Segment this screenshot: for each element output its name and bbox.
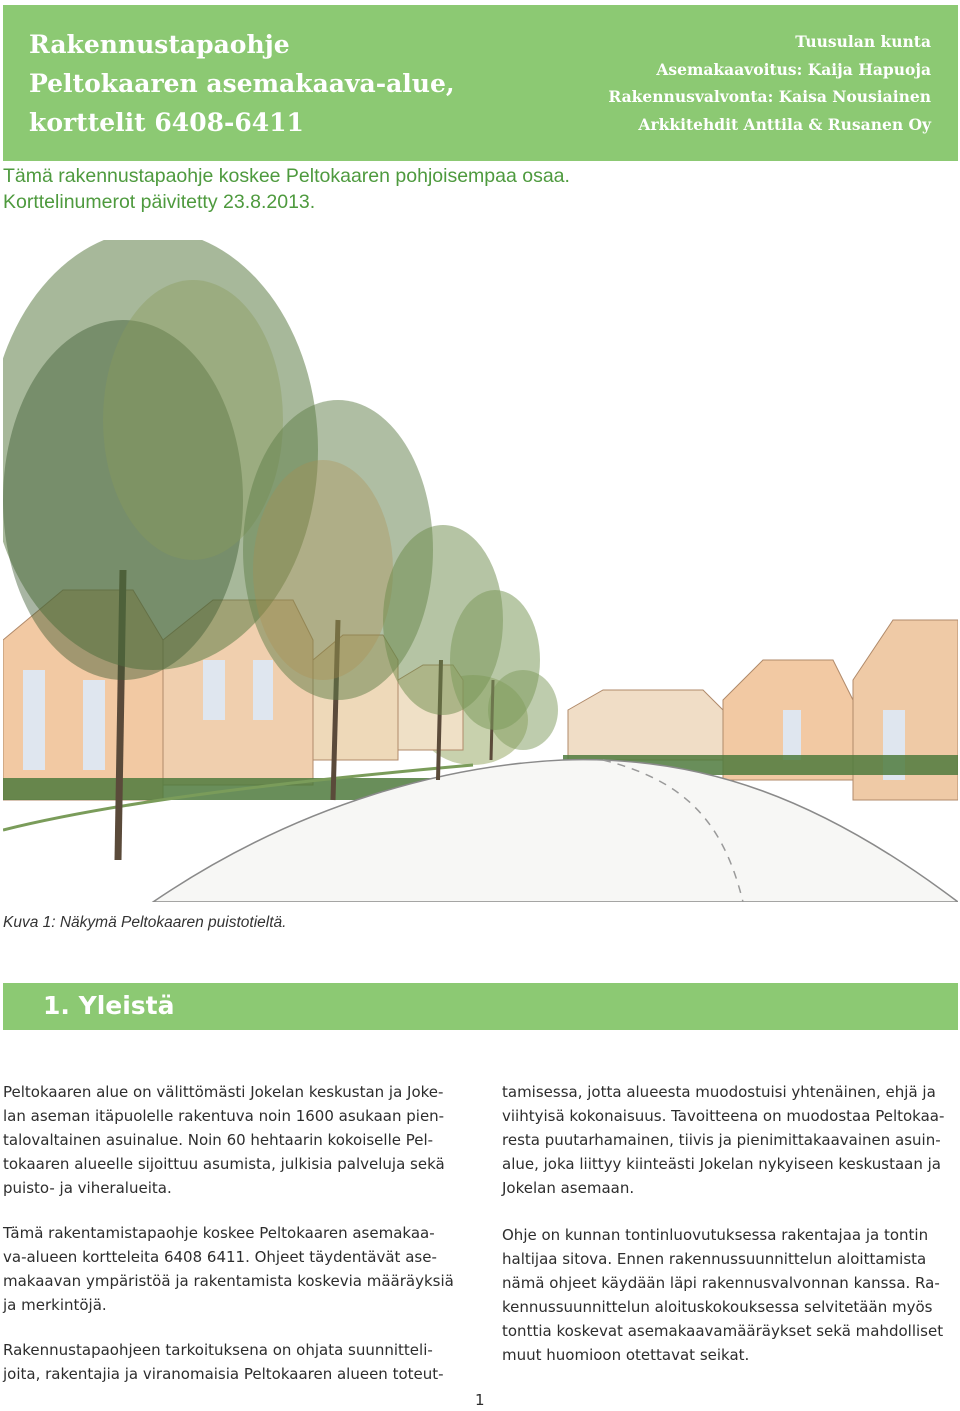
figure-caption: Kuva 1: Näkymä Peltokaaren puistotieltä. bbox=[3, 914, 287, 931]
text-line: makaavan ympäristöä ja rakentamista koskevia määräyksiä bbox=[3, 1272, 454, 1290]
paragraph bbox=[3, 1338, 465, 1386]
page-number: 1 bbox=[475, 1391, 485, 1409]
text-line: nämä ohjeet käydään läpi rakennusvalvonnan kanssa. Ra- bbox=[502, 1274, 940, 1292]
paragraph bbox=[502, 1080, 960, 1200]
text-line: tokaaren alueelle sijoittuu asumista, julkisia palveluja sekä bbox=[3, 1155, 445, 1173]
document-title bbox=[29, 25, 455, 142]
text-line: Peltokaaren alue on välittömästi Jokelan keskustan ja Joke- bbox=[3, 1083, 444, 1101]
credit-line: Rakennusvalvonta: Kaisa Nousiainen bbox=[608, 87, 931, 106]
text-line: Jokelan asemaan. bbox=[502, 1179, 635, 1197]
text-line: Tämä rakentamistapaohje koskee Peltokaaren asemakaa- bbox=[3, 1224, 435, 1242]
section-header bbox=[3, 983, 958, 1030]
credit-line: Tuusulan kunta bbox=[795, 32, 931, 51]
paragraph bbox=[3, 1221, 465, 1317]
street-view-illustration bbox=[3, 240, 958, 902]
text-line: Ohje on kunnan tontinluovutuksessa rakentajaa ja tontin bbox=[502, 1226, 929, 1244]
credit-line: Asemakaavoitus: Kaija Hapuoja bbox=[656, 59, 931, 79]
text-line: va-alueen kortteleita 6408 6411. Ohjeet täydentävät ase- bbox=[3, 1248, 437, 1266]
intro-note bbox=[3, 163, 570, 215]
text-line: muut huomioon otettavat seikat. bbox=[502, 1346, 750, 1364]
text-line: lan aseman itäpuolelle rakentuva noin 1600 asukaan pien- bbox=[3, 1107, 445, 1125]
text-line: talovaltainen asuinalue. Noin 60 hehtaarin kokoiselle Pel- bbox=[3, 1131, 434, 1149]
text-line: haltijaa sitova. Ennen rakennussuunnittelun aloittamista bbox=[502, 1250, 927, 1268]
text-line: alue, joka liittyy kiinteästi Jokelan nykyiseen keskustaan ja bbox=[502, 1155, 941, 1173]
section-title: 1. Yleistä bbox=[43, 991, 175, 1020]
text-line: kennussuunnittelun aloituskokouksessa selvitetään myös bbox=[502, 1298, 933, 1316]
credit-line: Arkkitehdit Anttila & Rusanen Oy bbox=[638, 114, 931, 134]
body-column-right bbox=[502, 1080, 960, 1367]
paragraph bbox=[3, 1080, 465, 1200]
text-line: Rakennustapaohjeen tarkoituksena on ohjata suunnitteli- bbox=[3, 1341, 433, 1359]
organization-credits bbox=[608, 28, 931, 138]
text-line: tamisessa, jotta alueesta muodostuisi yhtenäinen, ehjä ja bbox=[502, 1083, 936, 1101]
text-line: ja merkintöjä. bbox=[3, 1296, 107, 1314]
text-line: puisto- ja viheralueita. bbox=[3, 1179, 172, 1197]
text-line: joita, rakentajia ja viranomaisia Peltokaaren alueen toteut- bbox=[3, 1365, 444, 1383]
text-line: resta puutarhamainen, tiivis ja pienimittakaavainen asuin- bbox=[502, 1131, 941, 1149]
title-line: Rakennustapaohje bbox=[29, 30, 290, 59]
body-column-left bbox=[3, 1080, 465, 1386]
paragraph bbox=[502, 1223, 960, 1367]
title-line: korttelit 6408-6411 bbox=[29, 108, 304, 137]
intro-line: Korttelinumerot päivitetty 23.8.2013. bbox=[3, 191, 316, 213]
title-line: Peltokaaren asemakaava-alue, bbox=[29, 69, 455, 98]
header-banner bbox=[3, 5, 958, 161]
text-line: tonttia koskevat asemakaavamääräykset sekä mahdolliset bbox=[502, 1322, 944, 1340]
intro-line: Tämä rakennustapaohje koskee Peltokaaren pohjoisempaa osaa. bbox=[3, 165, 570, 187]
text-line: viihtyisä kokonaisuus. Tavoitteena on muodostaa Peltokaa- bbox=[502, 1107, 945, 1125]
